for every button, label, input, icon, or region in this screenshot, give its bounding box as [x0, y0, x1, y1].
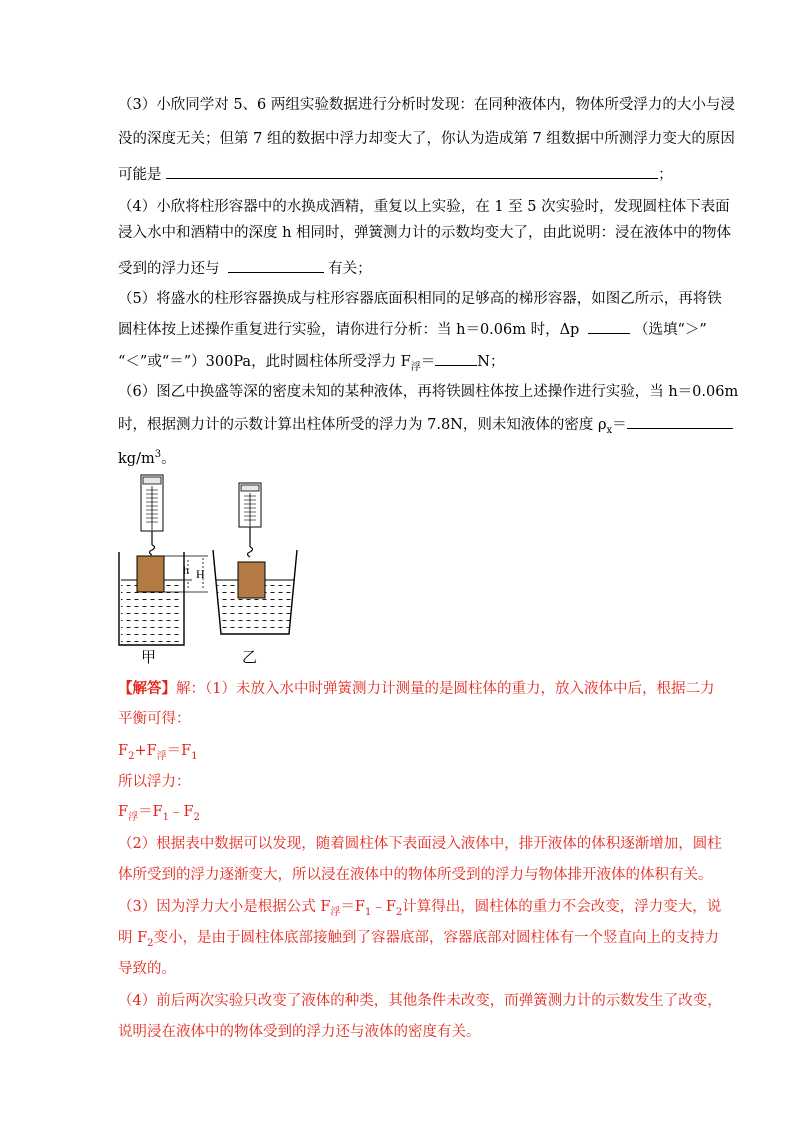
spring-scale-yi	[239, 483, 261, 557]
q6-line-3-suffix: 。	[161, 450, 176, 467]
answer-4-line-1: （4）前后两次实验只改变了液体的种类，其他条件未改变，而弹簧测力计的示数发生了改变，	[118, 993, 722, 1009]
eq2-sub-1: 1	[162, 811, 169, 823]
eq2-equals: ＝F	[138, 804, 163, 820]
q4-line-3-prefix: 受到的浮力还与	[118, 261, 220, 277]
q6-cube-superscript: 3	[154, 449, 162, 460]
q6-line-2-suffix: ＝	[612, 417, 627, 433]
label-yi: 乙	[242, 648, 258, 665]
q5-line-2-prefix: 圆柱体按上述操作重复进行实验，请你进行分析：当 h＝0.06m 时，Δp	[118, 322, 580, 338]
eq1-plus: +F	[134, 743, 157, 759]
experiment-figure	[110, 470, 310, 665]
answer-1-line-4: 所以浮力：	[118, 774, 191, 790]
label-jia: 甲	[141, 648, 157, 665]
q5-line-3-suffix: N；	[477, 354, 505, 370]
a3-sub-1: 1	[364, 906, 372, 918]
q6-line-3	[118, 446, 708, 468]
equation-2	[118, 804, 708, 826]
q3-line-2: 没的深度无关；但第 7 组的数据中浮力却变大了，你认为造成第 7 组数据中所测浮力变大的原因	[118, 131, 735, 147]
a3-sub-2: 2	[395, 906, 403, 918]
eq2-F: F	[118, 804, 129, 820]
q3-line-3	[118, 165, 708, 184]
eq1-sub-2: 2	[128, 750, 135, 762]
answer-line-1	[118, 680, 715, 698]
answer-4-line-2: 说明浸在液体中的物体受到的浮力还与液体的密度有关。	[118, 1024, 481, 1040]
answer-2-line-1: （2）根据表中数据可以发现，随着圆柱体下表面浸入液体中，排开液体的体积逐渐增加，圆柱	[118, 836, 722, 852]
q6-line-3-prefix: kg/m	[118, 450, 155, 467]
answer-3-line-3: 导致的。	[118, 961, 176, 977]
answer-3-line-1	[118, 899, 722, 921]
q4-line-1: （4）小欣将柱形容器中的水换成酒精，重复以上实验，在 1 至 5 次实验时，发现圆柱体下表面	[118, 199, 730, 215]
q3-line-1: （3）小欣同学对 5、6 两组实验数据进行分析时发现：在同种液体内，物体所受浮力的大小与浸	[118, 97, 735, 113]
q6-density-blank	[627, 415, 733, 429]
q6-line-1: （6）图乙中换盛等深的密度未知的某种液体，再将铁圆柱体按上述操作进行实验，当 h＝0.06m	[118, 384, 739, 400]
experiment-diagram	[110, 470, 310, 665]
answer-tag: 【解答】	[118, 680, 176, 697]
q6-rho-subscript: x	[606, 424, 613, 436]
spring-scale-jia	[141, 475, 163, 555]
q3-answer-blank	[166, 165, 658, 179]
q5-line-3	[118, 352, 708, 376]
q4-line-3-suffix: 有关；	[328, 261, 372, 277]
cylinder-jia	[137, 556, 164, 592]
eq1-sub-1: 1	[191, 750, 198, 762]
answer-1-line-2: 平衡可得：	[118, 711, 191, 727]
q5-line-1: （5）将盛水的柱形容器换成与柱形容器底面积相同的足够高的梯形容器，如图乙所示，再将铁	[118, 291, 722, 307]
a3-part-c: ﹣F	[371, 899, 396, 915]
a3-line2-a: 明 F	[118, 930, 148, 946]
answer-1-line-1: 解：（1）未放入水中时弹簧测力计测量的是圆柱体的重力，放入液体中后，根据二力	[176, 681, 715, 697]
a3-line2-sub: 2	[147, 937, 154, 949]
eq2-sub-2: 2	[193, 811, 200, 823]
a3-line2-b: 变小，是由于圆柱体底部接触到了容器底部，容器底部对圆柱体有一个竖直向上的支持力	[153, 930, 720, 946]
answer-3-line-2	[118, 930, 720, 952]
q5-line-2-suffix: （选填“＞”	[633, 322, 707, 338]
answer-2-line-2: 体所受到的浮力逐渐变大，所以浸在液体中的物体所受到的浮力与物体排开液体的体积有关。	[118, 867, 713, 883]
a3-sub-fu: 浮	[330, 906, 341, 918]
eq1-equals: ＝F	[166, 743, 192, 759]
eq1-F: F	[118, 743, 129, 759]
cylinder-yi	[238, 562, 265, 598]
a3-part-d: 计算得出，圆柱体的重力不会改变，浮力变大，说	[402, 899, 722, 915]
q5-line-2	[118, 320, 708, 339]
equation-1	[118, 743, 708, 765]
q6-line-2-prefix: 时，根据测力计的示数计算出柱体所受的浮力为 7.8N，则未知液体的密度 ρ	[118, 417, 607, 433]
q5-delta-p-blank	[588, 320, 630, 334]
q3-line-3-suffix: ；	[658, 167, 673, 183]
q4-answer-blank	[228, 259, 324, 273]
q4-line-2: 浸入水中和酒精中的深度 h 相同时，弹簧测力计的示数均变大了，由此说明：浸在液体中的物体	[118, 225, 732, 241]
eq1-sub-fu: 浮	[156, 750, 167, 762]
eq2-minus: ﹣F	[169, 804, 194, 820]
eq2-sub-fu: 浮	[128, 811, 139, 823]
q5-line-3-mid: ＝	[420, 354, 436, 370]
a3-part-a: （3）因为浮力大小是根据公式 F	[118, 899, 331, 915]
q5-line-3-prefix: “＜”或“＝”）300Pa，此时圆柱体所受浮力 F	[118, 354, 411, 370]
q4-line-3	[118, 259, 708, 278]
q6-line-2	[118, 415, 708, 439]
label-H: H	[196, 567, 205, 581]
label-h: h	[183, 563, 189, 577]
q5-fu-subscript: 浮	[410, 361, 421, 373]
q5-buoyancy-blank	[435, 352, 477, 366]
a3-part-b: ＝F	[340, 899, 365, 915]
q3-line-3-prefix: 可能是	[118, 167, 162, 183]
